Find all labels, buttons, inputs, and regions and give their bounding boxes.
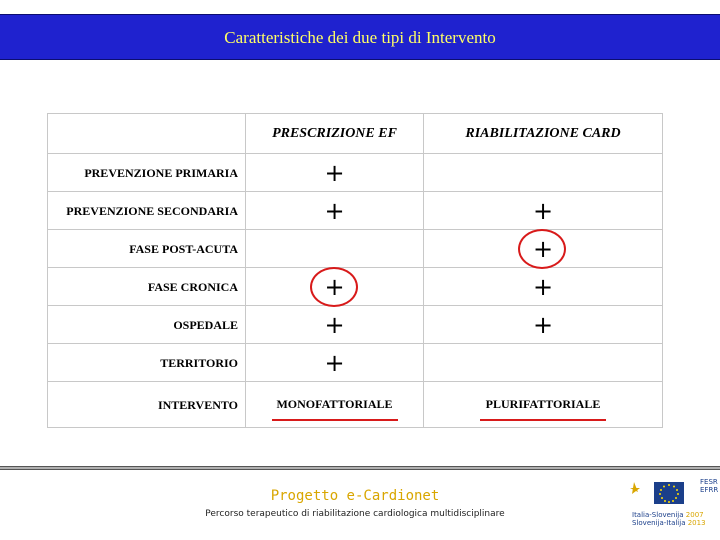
plus-mark [424, 154, 663, 192]
footer-project-title: Progetto e-Cardionet [270, 488, 440, 504]
header-prescrizione-ef: PRESCRIZIONE EF [246, 114, 424, 154]
footer-cell-monofattoriale [246, 382, 424, 428]
fesr-label: FESR EFRR [700, 478, 719, 494]
row-label-ospedale: OSPEDALE [48, 306, 246, 344]
footer-project-subtitle: Percorso terapeutico di riabilitazione cardiologica multidisciplinare [205, 509, 505, 519]
row-label-prevenzione-primaria: PREVENZIONE PRIMARIA [48, 154, 246, 192]
plus-mark: + [246, 344, 424, 382]
footer-text-plurifattoriale: PLURIFATTORIALE [485, 397, 601, 411]
header-empty-cell [48, 114, 246, 154]
row-label-intervento: INTERVENTO [48, 382, 246, 428]
table-row [48, 192, 663, 230]
logo-line-2: Slovenija-Italija 2013 [632, 519, 706, 527]
plus-mark: + [324, 272, 345, 301]
table-row [48, 344, 663, 382]
highlight-circle [518, 229, 566, 269]
table-row [48, 268, 663, 306]
plus-mark: + [424, 306, 663, 344]
row-label-fase-post-acuta: FASE POST-ACUTA [48, 230, 246, 268]
plus-mark: + [246, 306, 424, 344]
plus-mark [246, 230, 424, 268]
plus-mark: + [424, 268, 663, 306]
footer-divider [0, 466, 720, 470]
footer-cell-plurifattoriale [424, 382, 663, 428]
star-logo-icon [630, 482, 640, 494]
plus-mark: + [246, 154, 424, 192]
row-label-territorio: TERRITORIO [48, 344, 246, 382]
row-label-fase-cronica: FASE CRONICA [48, 268, 246, 306]
table-footer-row [48, 382, 663, 428]
table-row [48, 306, 663, 344]
plus-mark: + [246, 192, 424, 230]
slide-title: Caratteristiche dei due tipi di Intervento [224, 28, 496, 47]
table-header-row [48, 114, 663, 154]
logo-line-1: Italia-Slovenija 2007 [632, 511, 704, 519]
plus-mark-circled-cell [246, 268, 424, 306]
plus-mark: + [532, 234, 554, 263]
footer-text-monofattoriale: MONOFATTORIALE [276, 397, 393, 411]
table-row [48, 154, 663, 192]
plus-mark [424, 344, 663, 382]
highlight-circle [310, 267, 358, 307]
program-logo [628, 478, 719, 530]
row-label-prevenzione-secondaria: PREVENZIONE SECONDARIA [48, 192, 246, 230]
header-riabilitazione-card: RIABILITAZIONE CARD [424, 114, 663, 154]
plus-mark: + [424, 192, 663, 230]
plus-mark-circled-cell [424, 230, 663, 268]
table-row [48, 230, 663, 268]
red-underline [480, 419, 606, 421]
comparison-table [47, 113, 662, 427]
red-underline [272, 419, 398, 421]
title-bar [0, 14, 720, 60]
eu-flag-icon [628, 478, 698, 510]
